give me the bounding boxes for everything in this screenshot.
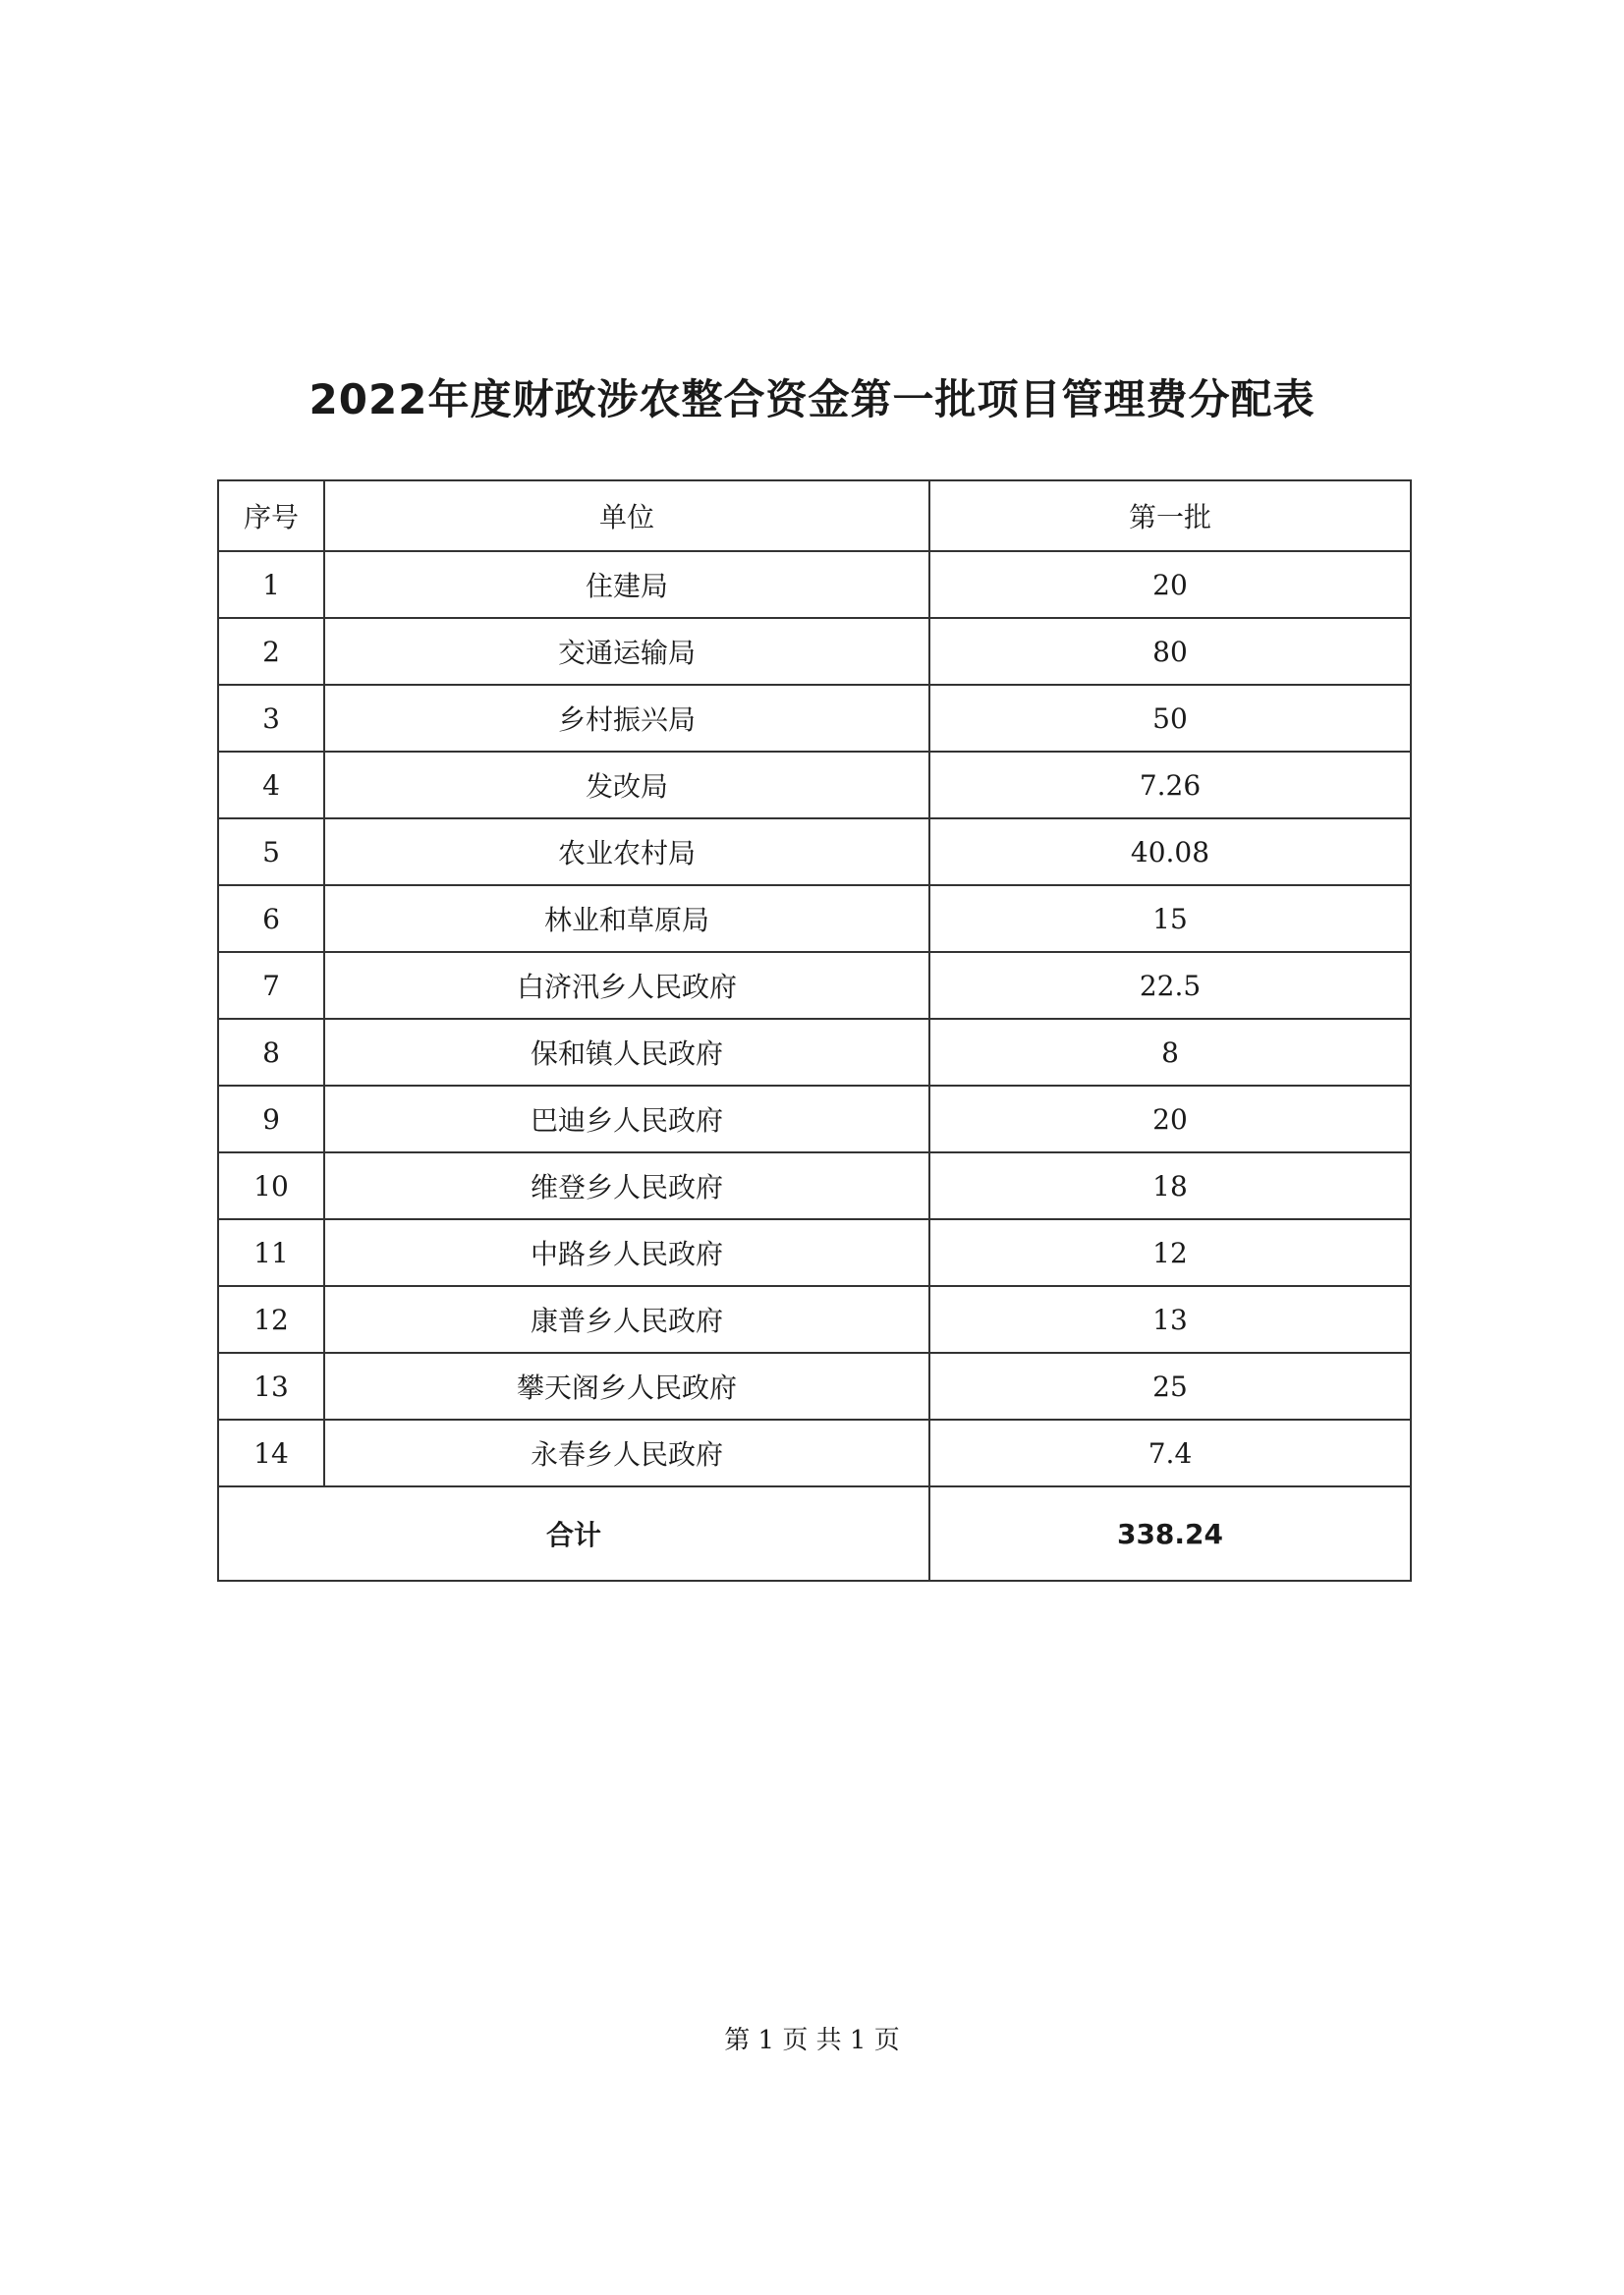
page-number-footer: 第 1 页 共 1 页 [724,2026,900,2055]
page-title: 2022年度财政涉农整合资金第一批项目管理费分配表 [308,375,1316,423]
table-row [218,685,1411,752]
cell-serial-number: 2 [218,618,324,685]
header-first-batch: 第一批 [929,480,1411,551]
header-unit: 单位 [324,480,929,551]
cell-unit: 康普乡人民政府 [324,1286,929,1353]
table-row [218,752,1411,818]
cell-first-batch: 25 [929,1353,1411,1420]
table-row [218,1219,1411,1286]
table-row [218,818,1411,885]
table-row [218,551,1411,618]
cell-serial-number: 14 [218,1420,324,1486]
cell-unit: 乡村振兴局 [324,685,929,752]
total-value: 338.24 [929,1486,1411,1581]
cell-unit: 交通运输局 [324,618,929,685]
cell-serial-number: 12 [218,1286,324,1353]
table-row [218,618,1411,685]
cell-serial-number: 5 [218,818,324,885]
table-row [218,1152,1411,1219]
cell-first-batch: 7.26 [929,752,1411,818]
table-row [218,1086,1411,1152]
cell-first-batch: 50 [929,685,1411,752]
cell-serial-number: 10 [218,1152,324,1219]
cell-unit: 中路乡人民政府 [324,1219,929,1286]
cell-serial-number: 3 [218,685,324,752]
cell-first-batch: 7.4 [929,1420,1411,1486]
table-row [218,1286,1411,1353]
cell-unit: 维登乡人民政府 [324,1152,929,1219]
cell-first-batch: 80 [929,618,1411,685]
table-row [218,952,1411,1019]
cell-unit: 发改局 [324,752,929,818]
cell-unit: 永春乡人民政府 [324,1420,929,1486]
cell-first-batch: 20 [929,1086,1411,1152]
table-header-row [218,480,1411,551]
cell-first-batch: 22.5 [929,952,1411,1019]
table-row [218,1420,1411,1486]
table-row [218,1353,1411,1420]
total-row [218,1486,1411,1581]
cell-unit: 攀天阁乡人民政府 [324,1353,929,1420]
cell-unit: 巴迪乡人民政府 [324,1086,929,1152]
cell-first-batch: 8 [929,1019,1411,1086]
cell-first-batch: 18 [929,1152,1411,1219]
table-row [218,1019,1411,1086]
cell-serial-number: 4 [218,752,324,818]
cell-serial-number: 7 [218,952,324,1019]
header-serial-number: 序号 [218,480,324,551]
cell-serial-number: 9 [218,1086,324,1152]
table-row [218,885,1411,952]
cell-serial-number: 8 [218,1019,324,1086]
cell-serial-number: 1 [218,551,324,618]
total-label: 合计 [218,1486,929,1581]
cell-unit: 白济汛乡人民政府 [324,952,929,1019]
cell-first-batch: 12 [929,1219,1411,1286]
cell-first-batch: 13 [929,1286,1411,1353]
cell-first-batch: 20 [929,551,1411,618]
cell-serial-number: 11 [218,1219,324,1286]
cell-serial-number: 13 [218,1353,324,1420]
cell-unit: 林业和草原局 [324,885,929,952]
cell-first-batch: 40.08 [929,818,1411,885]
allocation-table [217,479,1412,1582]
cell-unit: 农业农村局 [324,818,929,885]
cell-serial-number: 6 [218,885,324,952]
cell-first-batch: 15 [929,885,1411,952]
cell-unit: 住建局 [324,551,929,618]
cell-unit: 保和镇人民政府 [324,1019,929,1086]
